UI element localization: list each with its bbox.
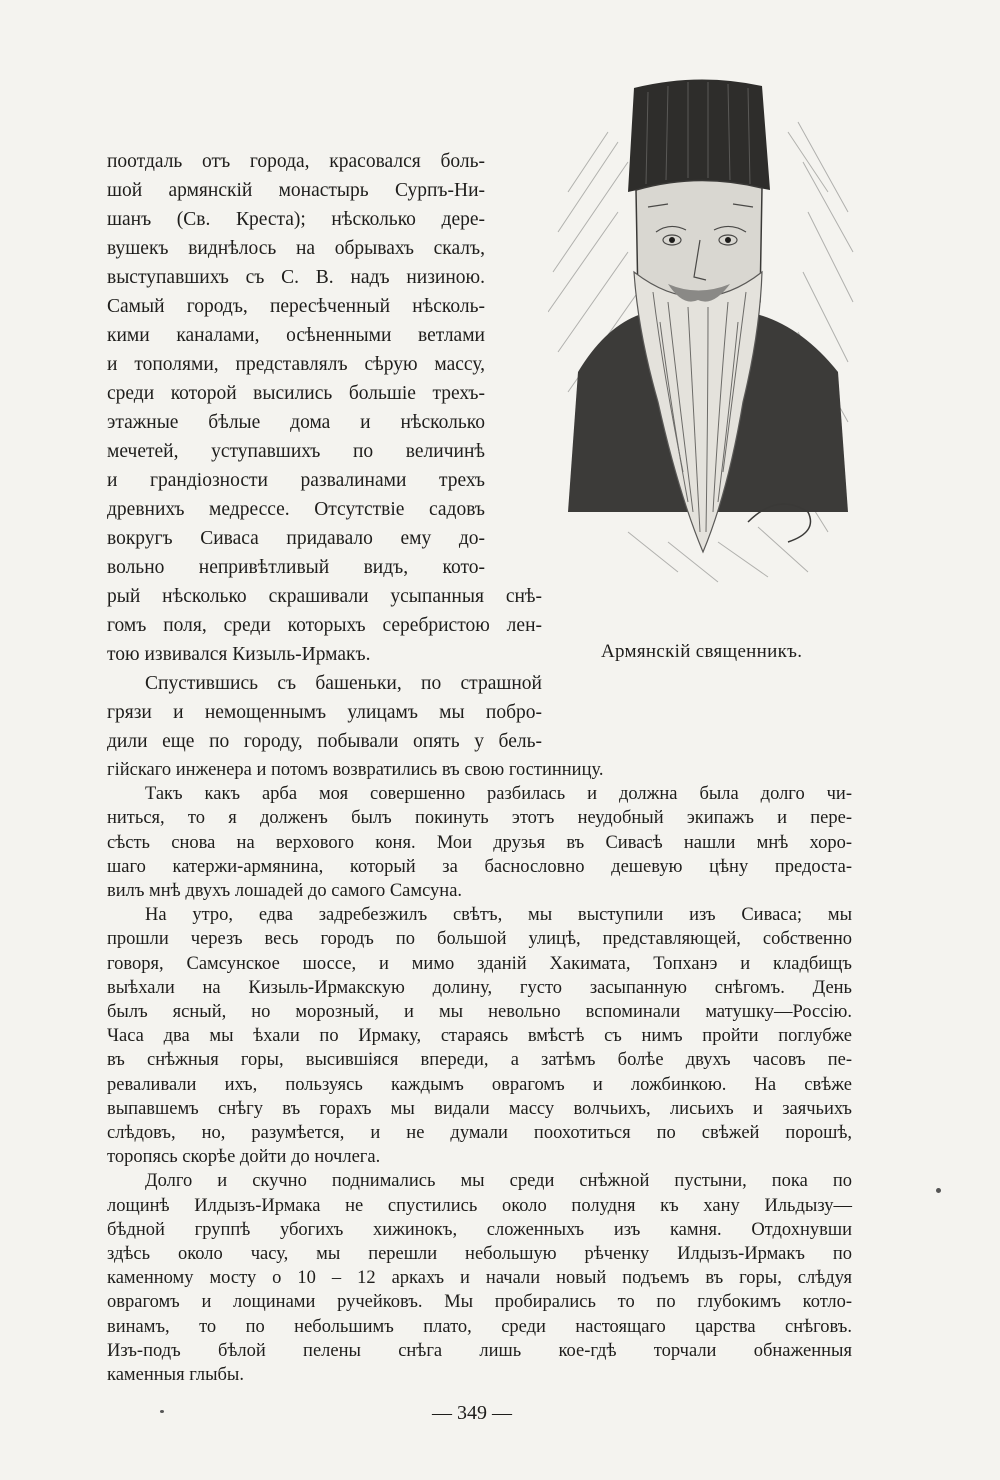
text-line: среди которой высились большіе трехъ- <box>107 383 485 404</box>
text-line: вольно непривѣтливый видъ, кото- <box>107 557 485 578</box>
text-line: шаго катержи-армянина, который за баснословно дешевую цѣну предоста- <box>107 857 852 877</box>
text-line: винамъ, то по небольшимъ плато, среди настоящаго царства снѣговъ. <box>107 1317 852 1337</box>
text-line: ниться, то я долженъ былъ покинуть этотъ неудобный экипажъ и пере- <box>107 808 852 828</box>
priest-portrait-illustration <box>548 72 858 592</box>
text-line: гійскаго инженера и потомъ возвратились въ свою гостинницу. <box>107 760 604 780</box>
text-line: рый нѣсколько скрашивали усыпанныя снѣ- <box>107 586 542 607</box>
text-line: мечетей, уступавшихъ по величинѣ <box>107 441 485 462</box>
ink-speck <box>936 1188 941 1193</box>
text-line: выступавшихъ съ С. В. надъ низиною. <box>107 267 485 288</box>
text-line: сѣсть снова на верхового коня. Мои друзья въ Сивасѣ нашли мнѣ хоро- <box>107 833 852 853</box>
text-line: древнихъ медрессе. Отсутствіе садовъ <box>107 499 485 520</box>
text-line: былъ ясный, но морозный, и мы невольно вспоминали матушку—Россію. <box>107 1002 852 1022</box>
text-line: и тополями, представлялъ сѣрую массу, <box>107 354 485 375</box>
text-line: поотдаль отъ города, красовался боль- <box>107 151 485 172</box>
text-line: выѣхали на Кизыль-Ирмакскую долину, густо засыпанную снѣгомъ. День <box>107 978 852 998</box>
text-line: вушекъ виднѣлось на обрывахъ скалъ, <box>107 238 485 259</box>
text-line: слѣдовъ, но, разумѣется, и не думали поохотиться по свѣжей порошѣ, <box>107 1123 852 1143</box>
text-line: шанъ (Св. Креста); нѣсколько дере- <box>107 209 485 230</box>
text-line: бѣдной группѣ убогихъ хижинокъ, сложенныхъ изъ камня. Отдохнувши <box>107 1220 852 1240</box>
text-line: говоря, Самсунское шоссе, и мимо зданій Хакимата, Топханэ и кладбищъ <box>107 954 852 974</box>
text-line: кими каналами, осѣненными ветлами <box>107 325 485 346</box>
illustration-caption: Армянскій священникъ. <box>601 641 803 662</box>
text-line: выпавшемъ снѣгу въ горахъ мы видали массу волчьихъ, лисьихъ и заячьихъ <box>107 1099 852 1119</box>
text-line: шой армянскій монастырь Сурпъ-Ни- <box>107 180 485 201</box>
text-line: здѣсь около часу, мы перешли небольшую рѣченку Илдызъ-Ирмакъ по <box>107 1244 852 1264</box>
ink-speck <box>160 1410 164 1413</box>
text-line: лощинѣ Илдызъ-Ирмака не спустились около полудня къ хану Ильдызу— <box>107 1196 852 1216</box>
text-line: этажные бѣлые дома и нѣсколько <box>107 412 485 433</box>
text-line: Самый городъ, пересѣченный нѣсколь- <box>107 296 485 317</box>
text-line: Изъ-подъ бѣлой пелены снѣга лишь кое-гдѣ торчали обнаженныя <box>107 1341 852 1361</box>
text-line: гомъ поля, среди которыхъ серебристою лен- <box>107 615 542 636</box>
text-line: Часа два мы ѣхали по Ирмаку, стараясь вмѣстѣ съ нимъ пройти поглубже <box>107 1026 852 1046</box>
text-line: и грандіозности развалинами трехъ <box>107 470 485 491</box>
text-line: Такъ какъ арба моя совершенно разбилась и должна была долго чи- <box>145 784 852 804</box>
text-line: каменному мосту о 10 – 12 аркахъ и начали новый подъемъ въ горы, слѣдуя <box>107 1268 852 1288</box>
text-line: вилъ мнѣ двухъ лошадей до самого Самсуна. <box>107 881 463 901</box>
text-line: Спустившись съ башеньки, по страшной <box>145 673 542 694</box>
text-line: реваливали ихъ, пользуясь каждымъ оврагомъ и ложбинкою. На свѣже <box>107 1075 852 1095</box>
text-line: прошли черезъ весь городъ по большой улицѣ, представляющей, собственно <box>107 929 852 949</box>
text-line: грязи и немощеннымъ улицамъ мы побро- <box>107 702 542 723</box>
text-line: вокругъ Сиваса придавало ему до- <box>107 528 485 549</box>
text-line: оврагомъ и лощинами ручейковъ. Мы пробирались то по глубокимъ котло- <box>107 1292 852 1312</box>
text-line: тою извивался Кизыль-Ирмакъ. <box>107 644 371 665</box>
text-line: На утро, едва задребезжилъ свѣтъ, мы выступили изъ Сиваса; мы <box>145 905 852 925</box>
text-line: торопясь скорѣе дойти до ночлега. <box>107 1147 381 1167</box>
text-line: Долго и скучно поднимались мы среди снѣжной пустыни, пока по <box>145 1171 852 1191</box>
text-line: дили еще по городу, побывали опять у бель- <box>107 731 542 752</box>
text-line: въ снѣжныя горы, высившіяся впереди, а затѣмъ болѣе двухъ часовъ пе- <box>107 1050 852 1070</box>
page-number: — 349 — <box>432 1402 512 1424</box>
text-line: каменныя глыбы. <box>107 1365 244 1385</box>
